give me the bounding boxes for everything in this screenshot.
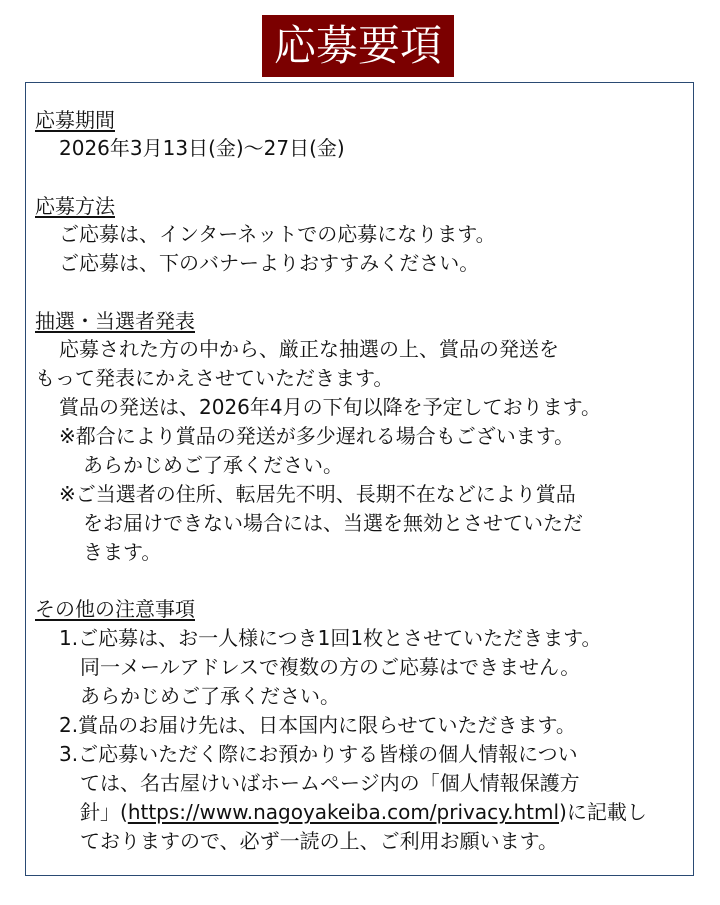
lottery-note: ※都合により賞品の発送が多少遅れる場合もございます。 [59, 424, 575, 448]
lottery-line: もって発表にかえさせていただきます。 [35, 366, 394, 390]
lottery-note: きます。 [83, 540, 162, 564]
notes-line: 3.ご応募いただく際にお預かりする皆様の個人情報につい [59, 742, 578, 766]
notes-line: あらかじめご了承ください。 [80, 684, 340, 708]
notes-line: 同一メールアドレスで複数の方のご応募はできません。 [80, 655, 581, 679]
notes-line: 2.賞品のお届け先は、日本国内に限らせていただきます。 [59, 713, 576, 737]
method-line: ご応募は、下のバナーよりおすすみください。 [59, 251, 480, 275]
privacy-link[interactable]: https://www.nagoyakeiba.com/privacy.html [127, 800, 560, 824]
notes-line: ておりますので、必ず一読の上、ご利用お願います。 [80, 829, 558, 853]
notes-text: 針」( [80, 800, 128, 824]
notes-heading: その他の注意事項 [35, 597, 195, 621]
method-heading: 応募方法 [35, 194, 115, 218]
page-title: 応募要項 [262, 15, 454, 77]
notes-line [80, 798, 647, 826]
lottery-line: 応募された方の中から、厳正な抽選の上、賞品の発送を [59, 337, 559, 361]
method-line: ご応募は、インターネットでの応募になります。 [59, 222, 496, 246]
lottery-note: ※ご当選者の住所、転居先不明、長期不在などにより賞品 [59, 482, 576, 506]
lottery-line: 賞品の発送は、2026年4月の下旬以降を予定しております。 [59, 395, 602, 419]
lottery-note: あらかじめご了承ください。 [83, 453, 343, 477]
period-heading: 応募期間 [35, 108, 115, 132]
notes-text: )に記載し [559, 800, 647, 824]
notes-line: ては、名古屋けいばホームページ内の「個人情報保護方 [80, 771, 580, 795]
period-text: 2026年3月13日(金)～27日(金) [59, 136, 345, 160]
lottery-note: をお届けできない場合には、当選を無効とさせていただ [83, 511, 583, 535]
notes-line: 1.ご応募は、お一人様につき1回1枚とさせていただきます。 [59, 626, 602, 650]
lottery-heading: 抽選・当選者発表 [35, 309, 195, 333]
